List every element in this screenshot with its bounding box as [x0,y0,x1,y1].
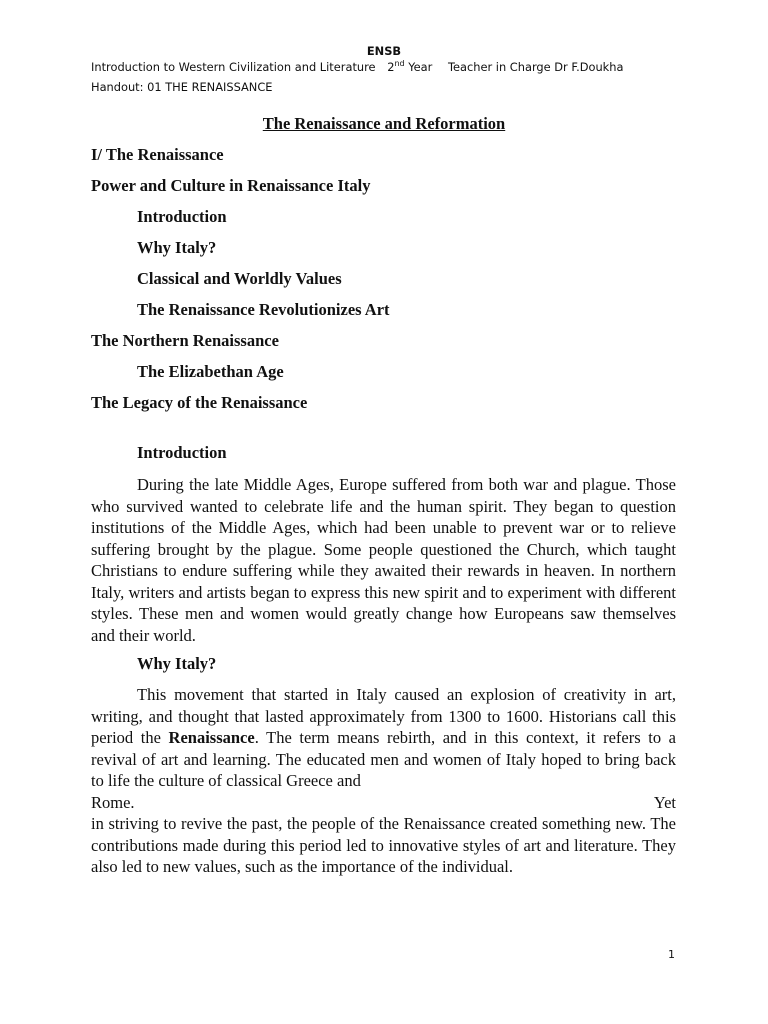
introduction-text: During the late Middle Ages, Europe suffered from both war and plague. Those who survived wanted to celebrate life and the human spirit. They began to question institutions of the Middle Ages, which had been unable to prevent war or to relieve suffering brought by the plague. Some people questioned the Church, which taught Christians to endure suffering while they awaited their rewards in heaven. In northern Italy, writers and artists began to express this new spirit and to experiment with different styles. These men and women would greatly change how Europeans saw themselves and their world. [91,475,676,645]
yet-word: Yet [653,792,676,812]
page-number: 1 [668,948,675,961]
why-italy-text-b: . The term means rebirth, and in this context, it refers to a revival of art and learning. The educated men and women of Italy hoped to bring back to life the culture of classical Greece and [91,728,677,790]
outline-item: The Elizabethan Age [137,362,284,381]
header-course-line [91,60,623,74]
rome-word: Rome. [91,792,135,812]
outline-item: Introduction [137,207,227,226]
teacher-in-charge: Teacher in Charge Dr F.Doukha [447,60,624,74]
introduction-paragraph [91,474,676,646]
outline-item: The Northern Renaissance [91,331,279,350]
course-title: Introduction to Western Civilization and Literature [91,60,376,74]
outline-item: I/ The Renaissance [91,145,224,164]
outline-item: Power and Culture in Renaissance Italy [91,176,371,195]
why-italy-text-a: This movement that started in Italy caused an explosion of creativity in art, writing, and thought that lasted approximately from 1300 to 1600. Historians call this period the [91,685,676,747]
why-italy-text-c: in striving to revive the past, the people of the Renaissance created something new. The contributions made during this period led to innovative styles of art and literature. They also led to new values, such as the importance of the individual. [91,814,676,876]
outline-item: Why Italy? [137,238,217,257]
year-suffix: nd [394,59,405,68]
outline-list [91,144,390,423]
outline-item: The Legacy of the Renaissance [91,393,308,412]
why-italy-paragraph [91,684,676,878]
handout-label: Handout: 01 THE RENAISSANCE [91,80,273,94]
outline-item: The Renaissance Revolutionizes Art [137,300,390,319]
year-word: Year [408,60,433,74]
outline-item: Classical and Worldly Values [137,269,342,288]
why-italy-heading: Why Italy? [137,654,217,673]
introduction-heading: Introduction [137,443,227,462]
document-title: The Renaissance and Reformation [262,114,506,133]
year-number: 2 [387,60,395,74]
school-name: ENSB [366,44,402,58]
renaissance-term: Renaissance [168,728,255,747]
